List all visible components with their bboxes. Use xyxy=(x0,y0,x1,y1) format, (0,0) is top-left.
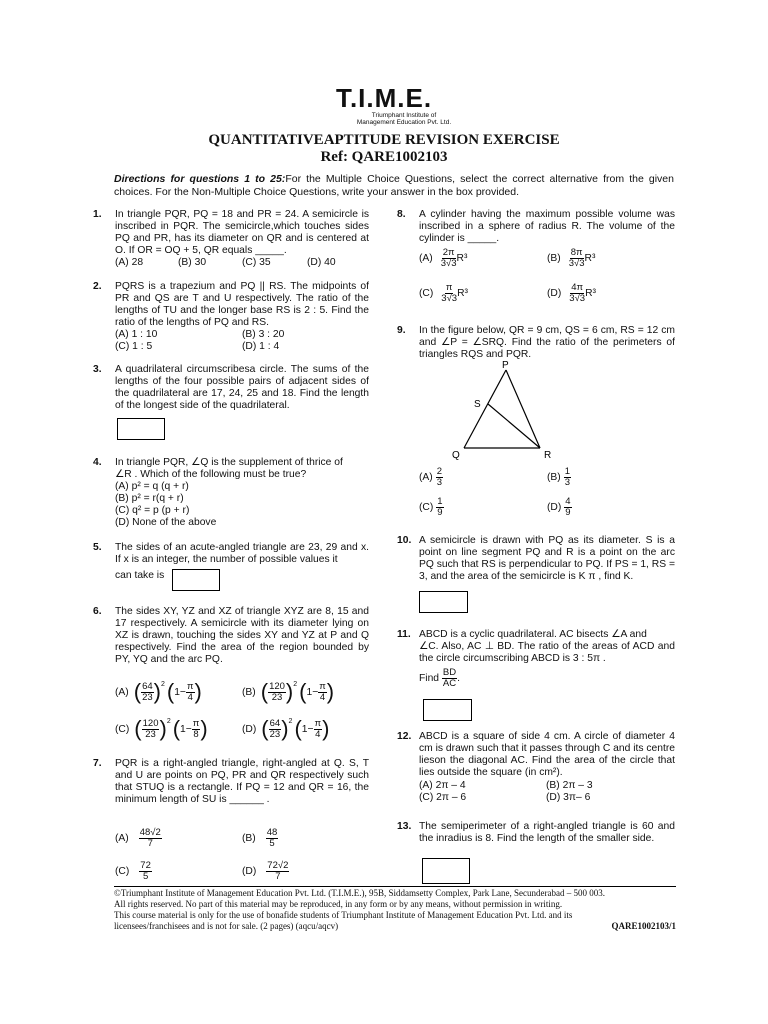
option-label: (C) xyxy=(419,502,434,513)
question-number: 12. xyxy=(397,731,412,742)
fraction-denominator: 7 xyxy=(147,838,153,849)
q2-option-b[interactable]: (B) 3 : 20 xyxy=(242,329,285,340)
pi-fraction xyxy=(192,719,201,740)
label-r: R xyxy=(544,450,552,461)
q11-answer-box[interactable] xyxy=(423,699,472,721)
question-tail: can take is xyxy=(115,570,165,581)
option-label: (B) xyxy=(547,472,561,483)
question-text: In the figure below, QR = 9 cm, QS = 6 cm, RS = 12 cm and ∠P = ∠SRQ. Find the ratio of the perimeters of triangles RQS and PQR. xyxy=(419,325,675,360)
answer-fraction xyxy=(266,861,289,882)
fraction-denominator: 23 xyxy=(269,728,281,740)
fraction-numerator: 4 xyxy=(565,496,571,507)
q3-answer-box[interactable] xyxy=(117,418,165,440)
left-paren-icon: ( xyxy=(166,679,175,704)
question-13 xyxy=(397,821,675,845)
q2-option-c[interactable]: (C) 1 : 5 xyxy=(115,341,153,352)
right-paren-icon: ) xyxy=(159,716,167,741)
option-label: (C) xyxy=(115,723,130,735)
q1-option-d[interactable]: (D) 40 xyxy=(307,257,336,268)
question-7 xyxy=(93,758,369,806)
one-minus: 1− xyxy=(306,686,319,698)
fraction-numerator: 120 xyxy=(142,717,159,729)
fraction-denominator: 8 xyxy=(193,728,199,740)
q9-option-a[interactable] xyxy=(419,467,443,488)
q8-option-b[interactable] xyxy=(547,248,595,269)
q7-option-c[interactable] xyxy=(115,861,152,882)
fraction-numerator: π xyxy=(192,717,200,729)
question-6 xyxy=(93,606,369,666)
fraction-denominator: 3√3 xyxy=(569,293,586,304)
q1-option-b[interactable]: (B) 30 xyxy=(178,257,207,268)
q10-answer-box[interactable] xyxy=(419,591,468,613)
q7-option-b[interactable] xyxy=(242,828,278,849)
q6-option-b[interactable] xyxy=(242,681,334,703)
question-text: The semiperimeter of a right-angled triangle is 60 and the inradius is 8. Find the length of the smaller side. xyxy=(419,821,675,844)
ratio-fraction xyxy=(142,719,160,740)
directions-text: For the Multiple Choice Questions, select the correct alternative from the given choices. For the Non-Multiple Choice Questions, write your answer in the box provided. xyxy=(114,173,674,198)
right-paren-icon: ) xyxy=(326,679,335,704)
question-5 xyxy=(93,542,369,582)
footer-usage: This course material is only for the use of bonafide students of Triumphant Institute of Management Education Pvt. Ltd. and its xyxy=(114,910,573,920)
fraction-denominator: AC xyxy=(442,678,457,689)
q9-option-b[interactable] xyxy=(547,467,571,488)
fraction-numerator: 1 xyxy=(564,466,571,477)
question-number: 10. xyxy=(397,535,412,546)
question-2 xyxy=(93,281,369,329)
question-8 xyxy=(397,209,675,245)
ratio-fraction xyxy=(436,497,443,518)
one-minus: 1− xyxy=(174,686,186,698)
right-paren-icon: ) xyxy=(281,716,289,741)
volume-fraction xyxy=(441,248,457,269)
fraction-denominator: 7 xyxy=(275,871,281,882)
fraction-numerator: π xyxy=(186,680,194,692)
exponent: 2 xyxy=(288,718,293,725)
q9-option-d[interactable] xyxy=(547,497,572,518)
fraction-denominator: 3 xyxy=(564,477,571,488)
r-cubed: R³ xyxy=(457,288,468,299)
option-label: (C) xyxy=(419,288,434,299)
q6-option-a[interactable] xyxy=(115,681,202,703)
fraction-denominator: 23 xyxy=(271,691,283,703)
period: . xyxy=(457,673,460,685)
option-label: (B) xyxy=(242,833,256,844)
fraction-numerator: 4π xyxy=(571,282,584,293)
label-p: P xyxy=(502,360,509,371)
fraction-denominator: 3√3 xyxy=(568,258,585,269)
ratio-fraction xyxy=(268,682,286,703)
answer-fraction xyxy=(266,828,279,849)
question-text: PQR is a right-angled triangle, right-angled at Q. S, T and U are points on PQ, PR and QR respectively such that STUQ is a rectangle. If PQ = 12 and QR = 16, the minimum length of SU is ______ . xyxy=(115,758,369,805)
q2-option-a[interactable]: (A) 1 : 10 xyxy=(115,329,158,340)
answer-fraction xyxy=(139,828,162,849)
option-label: (D) xyxy=(242,866,257,877)
q1-option-a[interactable]: (A) 28 xyxy=(115,257,144,268)
exponent: 2 xyxy=(160,681,165,688)
fraction-denominator: 9 xyxy=(437,507,443,518)
fraction-denominator: 23 xyxy=(145,728,156,740)
q12-option-b[interactable]: (B) 2π – 3 xyxy=(546,780,593,791)
find-label: Find xyxy=(419,673,440,685)
triangle-figure xyxy=(440,358,570,463)
fraction-denominator: 4 xyxy=(319,691,326,703)
left-paren-icon: ( xyxy=(294,716,302,741)
footer-rights: All rights reserved. No part of this material may be reproduced, in any form or by any means, without permission in writing. xyxy=(114,899,563,909)
ratio-fraction xyxy=(564,497,571,518)
fraction-numerator: 2π xyxy=(442,247,455,258)
fraction-denominator: 9 xyxy=(565,507,571,518)
r-cubed: R³ xyxy=(585,288,596,299)
option-label: (D) xyxy=(242,723,257,735)
fraction-numerator: 1 xyxy=(437,496,443,507)
side-pr xyxy=(506,370,540,448)
fraction-denominator: 3√3 xyxy=(440,258,457,269)
label-q: Q xyxy=(452,450,460,461)
fraction-numerator: 2 xyxy=(436,466,443,477)
fraction-denominator: 5 xyxy=(269,838,275,849)
page-title-block xyxy=(0,132,768,166)
question-9 xyxy=(397,325,675,361)
option-label: (B) xyxy=(242,686,256,698)
q7-option-d[interactable] xyxy=(242,861,289,882)
q6-option-c[interactable] xyxy=(115,718,208,740)
question-text: A semicircle is drawn with PQ as its diameter. S is a point on line segment PQ and R is a point on the arc PQ such that RS is perpendicular to PQ. If PS = 1, RS = 3, and the area of the semicircle is K π , find K. xyxy=(419,535,675,582)
pi-fraction xyxy=(186,682,195,703)
question-3 xyxy=(93,364,369,412)
fraction-numerator: BD xyxy=(442,667,457,678)
question-text: PQRS is a trapezium and PQ || RS. The midpoints of PR and QS are T and U respectively. The ratio of the lengths of TU and the longer base RS is 2 : 5. Find the ratio of the lengths of PQ and RS. xyxy=(115,281,369,328)
exponent: 2 xyxy=(166,718,171,725)
q9-option-c[interactable] xyxy=(419,497,444,518)
left-paren-icon: ( xyxy=(172,716,181,741)
segment-sr xyxy=(488,404,540,448)
q4-option-d[interactable]: (D) None of the above xyxy=(115,517,217,528)
q8-option-a[interactable] xyxy=(419,248,467,269)
fraction-numerator: 64 xyxy=(142,680,153,692)
option-label: (D) xyxy=(547,502,562,513)
question-number: 3. xyxy=(93,364,102,375)
option-label: (A) xyxy=(419,472,433,483)
answer-fraction xyxy=(139,861,152,882)
q12-option-a[interactable]: (A) 2π – 4 xyxy=(419,780,466,791)
left-paren-icon: ( xyxy=(299,679,307,704)
question-number: 1. xyxy=(93,209,102,220)
question-line-1: In triangle PQR, ∠Q is the supplement of thrice of xyxy=(115,457,343,468)
question-number: 5. xyxy=(93,542,102,553)
logo-subtitle-1: Triumphant Institute of xyxy=(371,112,437,119)
question-number: 7. xyxy=(93,758,102,769)
fraction-denominator: 3 xyxy=(436,477,443,488)
logo-subtitle-2: Management Education Pvt. Ltd. xyxy=(356,119,452,126)
fraction-denominator: 4 xyxy=(315,728,321,740)
q6-option-d[interactable] xyxy=(242,718,329,740)
label-s: S xyxy=(474,399,481,410)
volume-fraction xyxy=(441,283,457,304)
right-paren-icon: ) xyxy=(322,716,330,741)
find-line xyxy=(419,668,675,689)
q2-option-d[interactable]: (D) 1 : 4 xyxy=(242,341,280,352)
question-number: 4. xyxy=(93,457,102,468)
q7-option-a[interactable] xyxy=(115,828,162,849)
q12-option-d[interactable]: (D) 3π– 6 xyxy=(546,792,591,803)
fraction-numerator: π xyxy=(319,680,326,692)
fraction-denominator: 23 xyxy=(142,691,153,703)
ratio-fraction xyxy=(269,719,282,740)
question-10 xyxy=(397,535,675,583)
left-paren-icon: ( xyxy=(133,679,142,704)
footer-divider xyxy=(114,886,676,887)
fraction-numerator: π xyxy=(314,717,322,729)
pi-fraction xyxy=(314,719,323,740)
volume-fraction xyxy=(569,283,585,304)
volume-fraction xyxy=(569,248,585,269)
question-1 xyxy=(93,209,369,257)
r-cubed: R³ xyxy=(456,253,468,264)
right-paren-icon: ) xyxy=(285,679,294,704)
bd-over-ac-fraction xyxy=(442,668,457,689)
fraction-numerator: 72 xyxy=(140,860,151,871)
footer-licensees: licensees/franchisees and is not for sale. (2 pages) (aqcu/aqcv) xyxy=(114,921,339,931)
q4-option-b[interactable]: (B) p² = r(q + r) xyxy=(115,493,184,504)
question-line-2: ∠R . Which of the following must be true? xyxy=(115,469,307,480)
right-paren-icon: ) xyxy=(200,716,208,741)
fraction-numerator: 48 xyxy=(266,827,278,838)
question-11 xyxy=(397,629,675,689)
question-text: A quadrilateral circumscribesa circle. The sums of the lengths of the four possible pairs of adjacent sides of the quadrilateral are 17, 24, 25 and 18. Find the length of the longest side of the quadrilateral. xyxy=(115,364,369,411)
option-label: (B) xyxy=(547,253,561,264)
q13-answer-box[interactable] xyxy=(422,858,470,884)
question-number: 9. xyxy=(397,325,406,336)
question-number: 11. xyxy=(397,629,411,640)
question-4 xyxy=(93,457,371,529)
question-12 xyxy=(397,731,675,779)
r-cubed: R³ xyxy=(584,253,596,264)
q8-option-c[interactable] xyxy=(419,283,468,304)
ratio-fraction xyxy=(141,682,154,703)
q1-option-c[interactable]: (C) 35 xyxy=(242,257,271,268)
fraction-numerator: 64 xyxy=(269,717,281,729)
footer-copyright: ©Triumphant Institute of Management Education Pvt. Ltd. (T.I.M.E.), 95B, Siddamsetty Complex, Park Lane, Secunderabad – 500 003. xyxy=(114,888,606,898)
one-minus: 1− xyxy=(301,723,314,735)
footer xyxy=(114,888,676,932)
question-number: 6. xyxy=(93,606,102,617)
option-label: (A) xyxy=(115,686,129,698)
side-pq xyxy=(464,370,506,448)
right-paren-icon: ) xyxy=(194,679,202,704)
question-line-1: ABCD is a cyclic quadrilateral. AC bisects ∠A and xyxy=(419,629,647,640)
footer-page-code: QARE1002103/1 xyxy=(611,921,676,931)
fraction-numerator: π xyxy=(445,282,453,293)
fraction-numerator: 72√2 xyxy=(267,860,289,871)
question-number: 8. xyxy=(397,209,406,220)
question-number: 13. xyxy=(397,821,412,832)
exponent: 2 xyxy=(293,681,298,688)
ratio-fraction xyxy=(564,467,571,488)
question-text: ABCD is a square of side 4 cm. A circle of diameter 4 cm is drawn such that it passes through C and its centre lieson the diagonal AC. Find the area of the circle that lies outside the square (in cm²). xyxy=(419,731,675,778)
q8-option-d[interactable] xyxy=(547,283,596,304)
logo-text: T.I.M.E. xyxy=(335,83,433,113)
fraction-denominator: 5 xyxy=(142,871,149,882)
question-text: The sides XY, YZ and XZ of triangle XYZ are 8, 15 and 17 respectively. A semicircle with its diameter lying on XZ is drawn, touching the sides XY and YZ at P and Q respectively. Find the area of the region bounded by PY, YQ and the arc PQ. xyxy=(115,606,369,665)
question-text: In triangle PQR, PQ = 18 and PR = 24. A semicircle is inscribed in PQR. The semicircle,which touches sides PQ and PR, has its diameter on QR and is centered at O. If OR = OQ + 5, QR equals _____. xyxy=(115,209,369,256)
footer-last-line xyxy=(114,921,676,932)
logo xyxy=(0,84,768,126)
fraction-numerator: 8π xyxy=(570,247,583,258)
ratio-fraction xyxy=(436,467,443,488)
option-label: (A) xyxy=(115,833,129,844)
directions-heading: Directions for questions 1 to 25: xyxy=(114,173,286,185)
option-label: (A) xyxy=(419,253,433,264)
left-paren-icon: ( xyxy=(134,716,142,741)
option-label: (C) xyxy=(115,866,130,877)
one-minus: 1− xyxy=(180,723,192,735)
pi-fraction xyxy=(318,682,327,703)
reference-code: Ref: QARE1002103 xyxy=(320,149,448,165)
fraction-numerator: 120 xyxy=(269,680,285,692)
question-number: 2. xyxy=(93,281,102,292)
option-label: (D) xyxy=(547,288,562,299)
question-text: A cylinder having the maximum possible volume was inscribed in a sphere of radius R. The volume of the cylinder is _____. xyxy=(419,209,675,244)
left-paren-icon: ( xyxy=(261,716,269,741)
left-paren-icon: ( xyxy=(260,679,269,704)
fraction-denominator: 3√3 xyxy=(441,293,458,304)
page-title: QUANTITATIVEAPTITUDE REVISION EXERCISE xyxy=(208,132,560,148)
fraction-denominator: 4 xyxy=(187,691,193,703)
q4-option-a[interactable]: (A) p² = q (q + r) xyxy=(115,481,189,492)
q12-option-c[interactable]: (C) 2π – 6 xyxy=(419,792,467,803)
q4-option-c[interactable]: (C) q² = p (p + r) xyxy=(115,505,190,516)
right-paren-icon: ) xyxy=(153,679,161,704)
question-text: The sides of an acute-angled triangle are 23, 29 and x. If x is an integer, the number of possible values it xyxy=(115,542,369,565)
q5-answer-box[interactable] xyxy=(172,569,220,591)
directions xyxy=(114,173,674,198)
question-line-2: ∠C. Also, AC ⊥ BD. The ratio of the areas of ACD and the circle circumscribing ABCD is 3 : 5π . xyxy=(419,641,675,664)
fraction-numerator: 48√2 xyxy=(139,827,161,838)
